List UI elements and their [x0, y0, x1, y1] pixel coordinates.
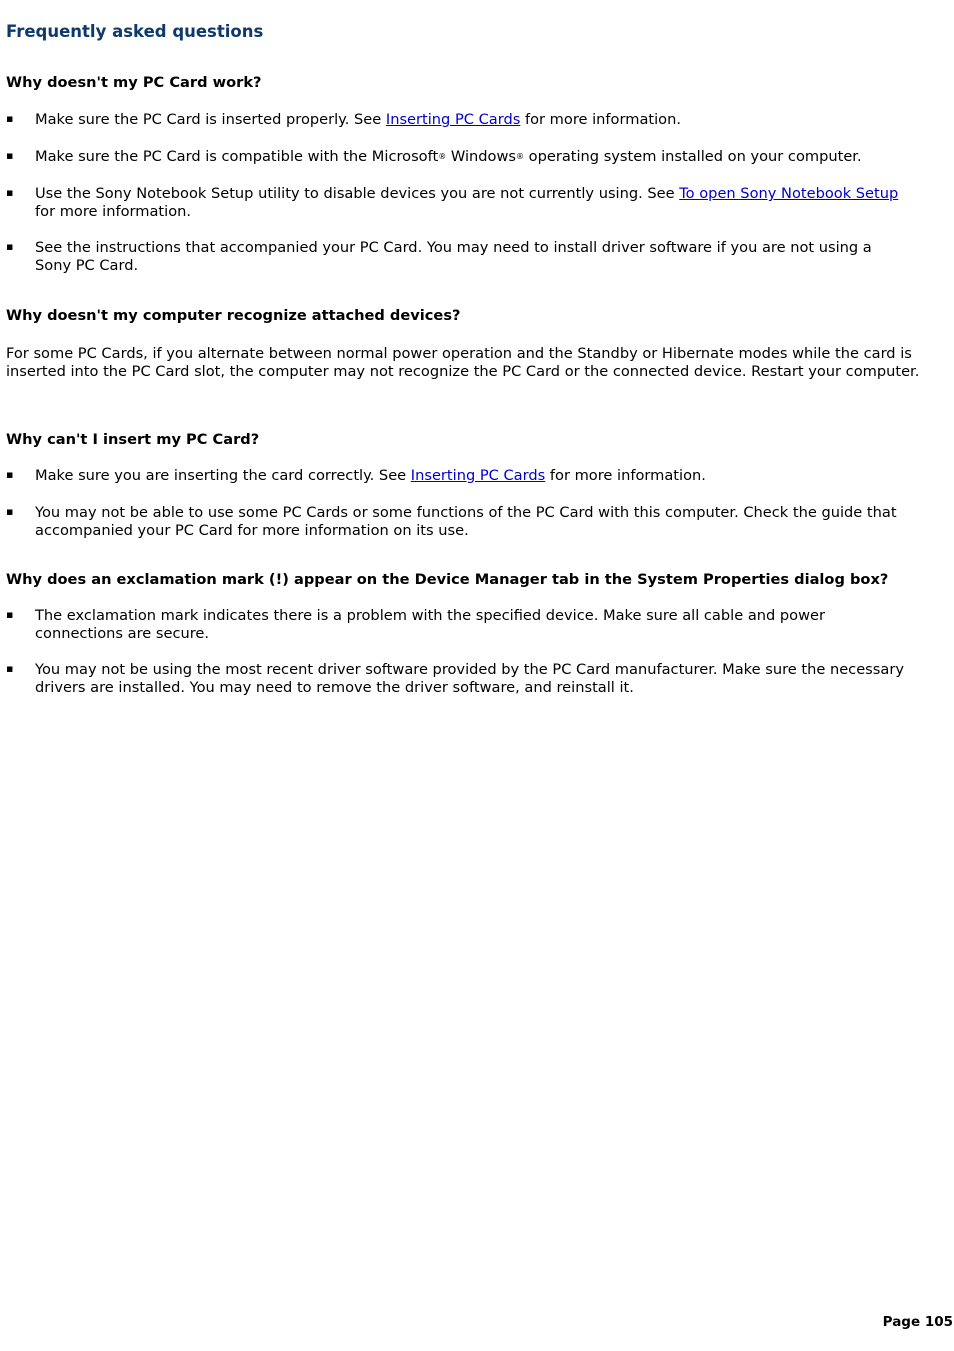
question-exclamation-mark: Why does an exclamation mark (!) appear on the Device Manager tab in the System Properties dialog box?	[6, 571, 889, 588]
bullet-icon: ▪	[6, 186, 14, 199]
registered-mark: ®	[516, 152, 525, 161]
page-title: Frequently asked questions	[6, 22, 264, 41]
open-sony-notebook-setup-link[interactable]: To open Sony Notebook Setup	[679, 185, 899, 202]
list-item-text: You may not be able to use some PC Cards or some functions of the PC Card with this computer. Check the guide that accompanied your PC Card for more information on its use.	[35, 504, 897, 539]
registered-mark: ®	[438, 152, 447, 161]
list-item	[0, 148, 910, 166]
list-item-text: Make sure the PC Card is compatible with the Microsoft® Windows® operating system installed on your computer.	[35, 148, 862, 165]
inserting-pc-cards-link[interactable]: Inserting PC Cards	[410, 467, 546, 484]
list-item	[0, 504, 910, 540]
list-item	[0, 467, 910, 485]
list-item-text: The exclamation mark indicates there is a problem with the specified device. Make sure all cable and power connections are secure.	[35, 607, 826, 642]
list-item-text: You may not be using the most recent driver software provided by the PC Card manufacturer. Make sure the necessary drivers are installed. You may need to remove the driver software, and reinstall it.	[35, 661, 904, 696]
list-item-text: Use the Sony Notebook Setup utility to disable devices you are not currently using. See To open Sony Notebook Setup for more information.	[35, 185, 899, 220]
list-item-text: Make sure you are inserting the card correctly. See Inserting PC Cards for more information.	[35, 467, 706, 484]
bullet-icon: ▪	[6, 468, 14, 481]
question-pc-card-not-working: Why doesn't my PC Card work?	[6, 74, 262, 91]
list-item-text: See the instructions that accompanied your PC Card. You may need to install driver software if you are not using a Sony PC Card.	[35, 239, 872, 274]
bullet-icon: ▪	[6, 240, 14, 253]
bullet-icon: ▪	[6, 608, 14, 621]
question-devices-not-recognized: Why doesn't my computer recognize attached devices?	[6, 307, 461, 324]
list-item	[0, 239, 910, 275]
list-item-text: Make sure the PC Card is inserted properly. See Inserting PC Cards for more information.	[35, 111, 681, 128]
question-cannot-insert-card: Why can't I insert my PC Card?	[6, 431, 260, 448]
inserting-pc-cards-link[interactable]: Inserting PC Cards	[385, 111, 521, 128]
bullet-icon: ▪	[6, 662, 14, 675]
bullet-icon: ▪	[6, 149, 14, 162]
list-item	[0, 607, 910, 643]
bullet-icon: ▪	[6, 505, 14, 518]
bullet-icon: ▪	[6, 112, 14, 125]
answer-paragraph: For some PC Cards, if you alternate between normal power operation and the Standby or Hibernate modes while the card is inserted into the PC Card slot, the computer may not recognize the PC Card or the connected device. Restart your computer.	[6, 345, 920, 380]
list-item	[0, 661, 910, 697]
list-item	[0, 185, 910, 221]
page-number: Page 105	[882, 1314, 953, 1330]
list-item	[0, 111, 910, 129]
